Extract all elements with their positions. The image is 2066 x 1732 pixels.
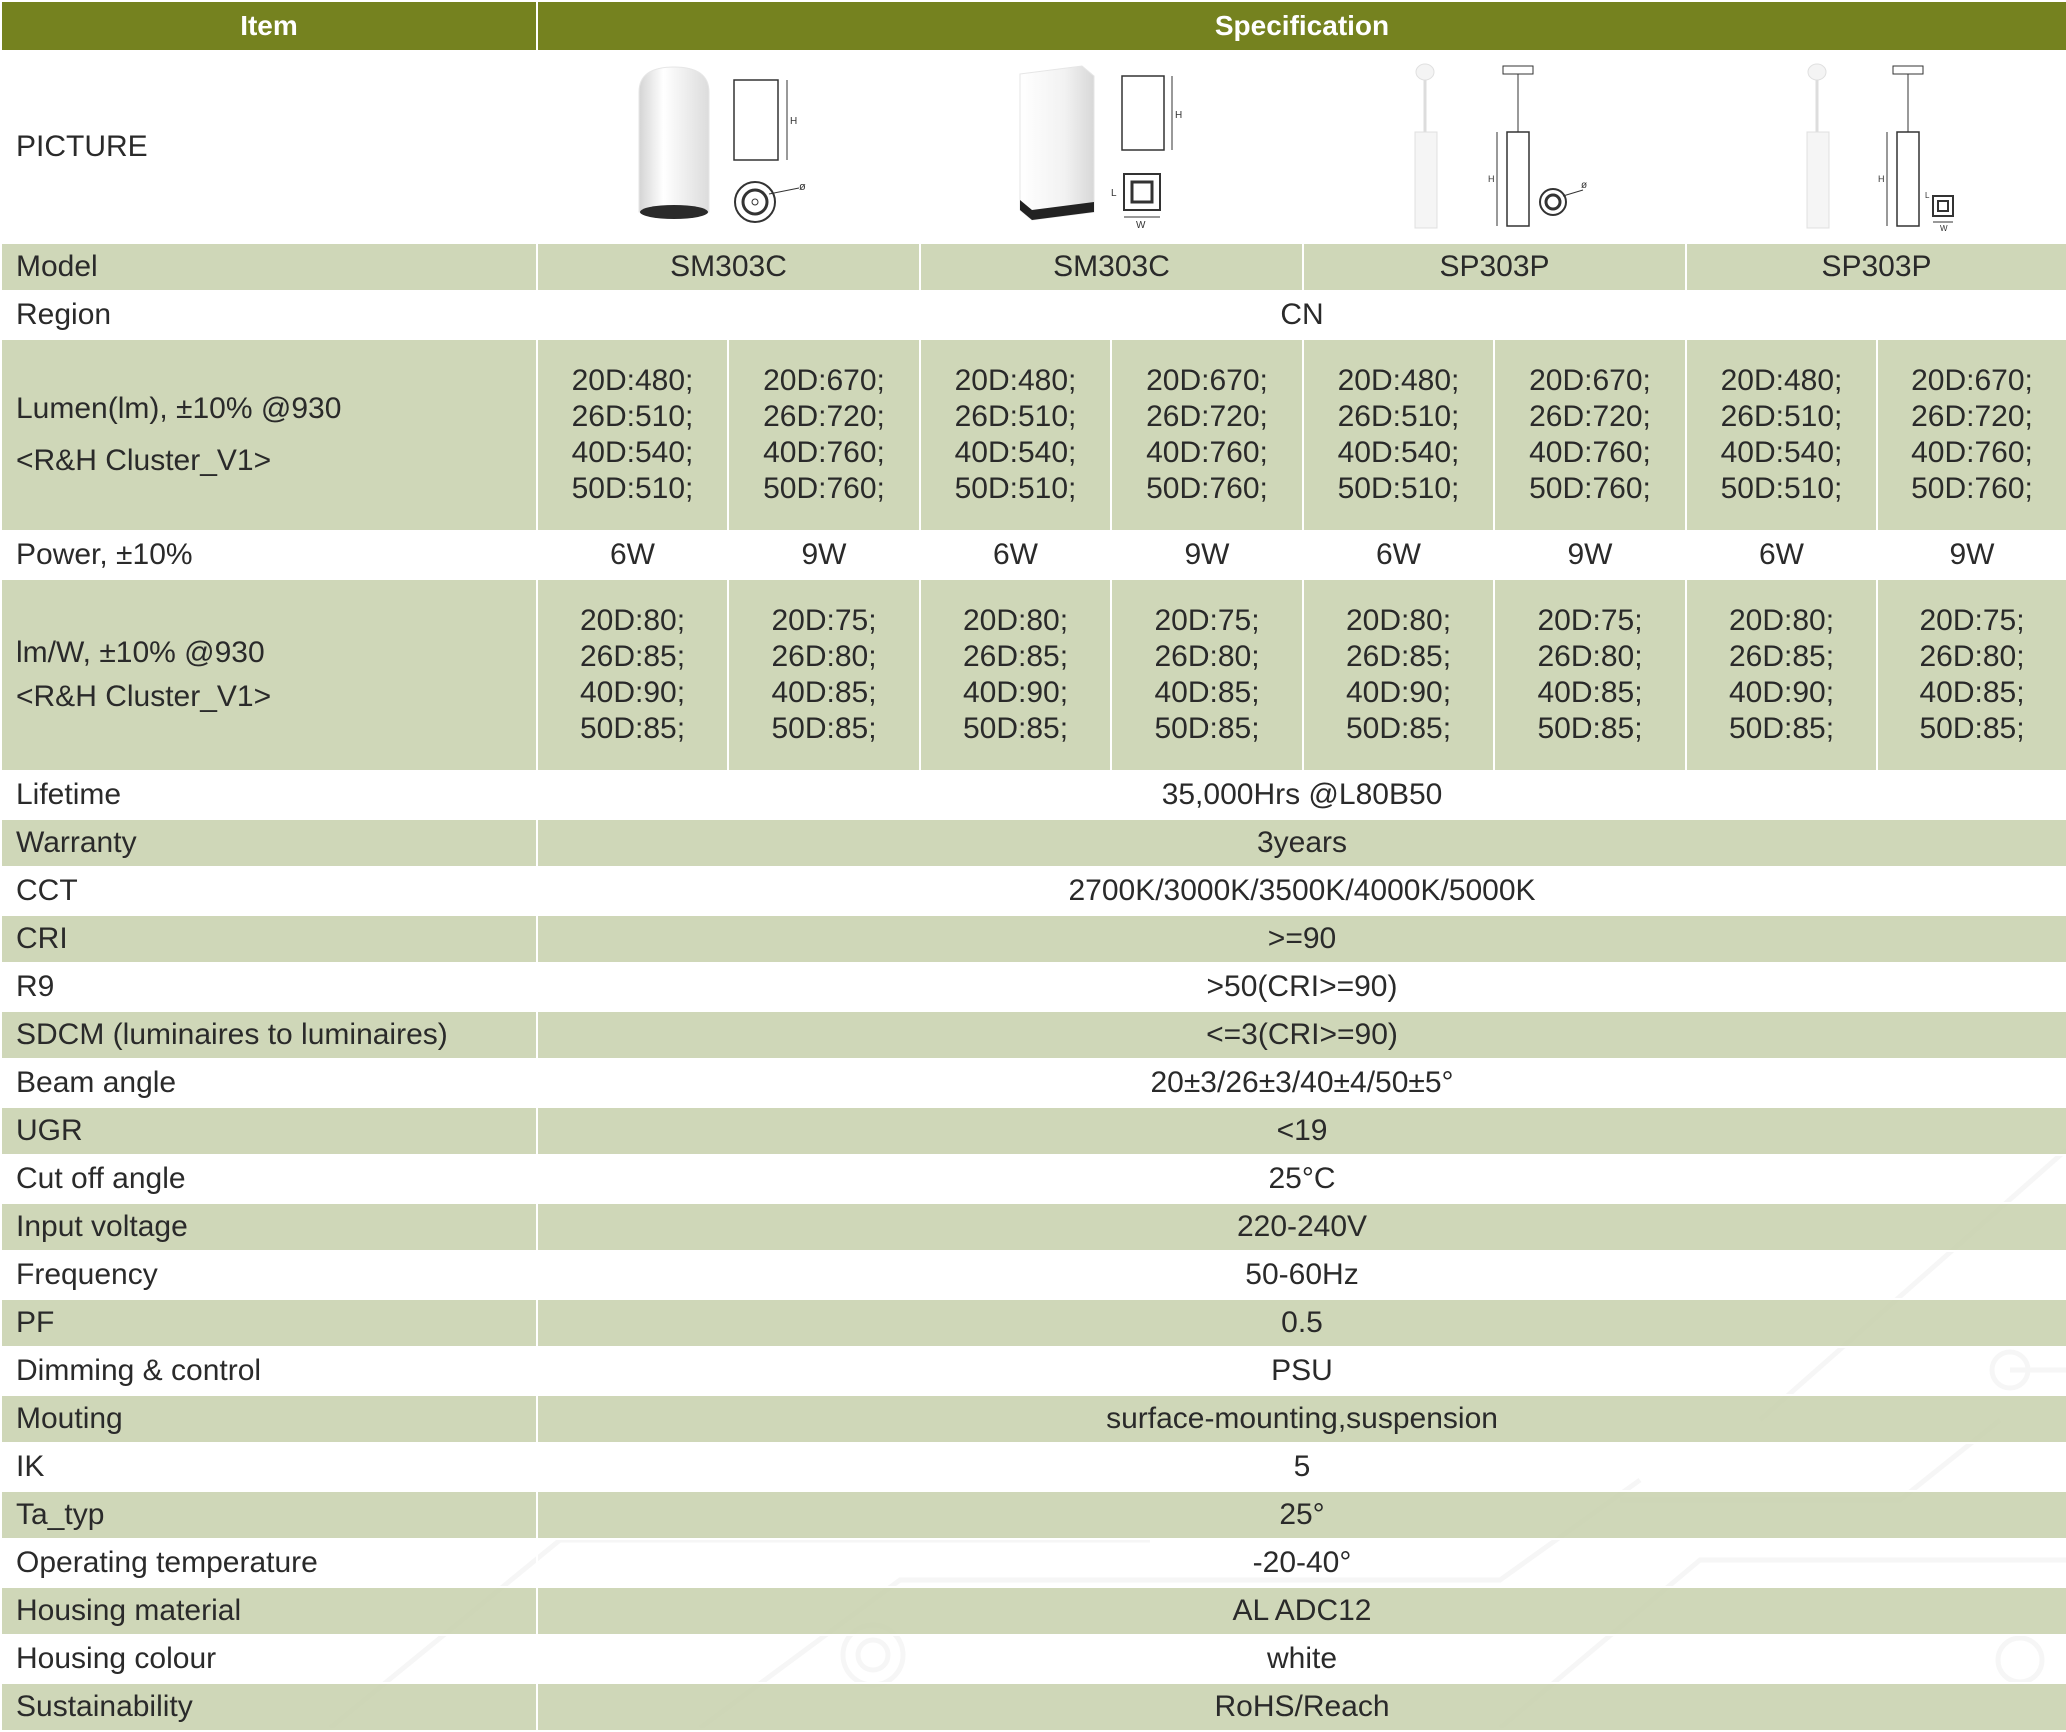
row-model bbox=[1, 243, 2066, 291]
lumen-label-line: <R&H Cluster_V1> bbox=[16, 444, 272, 477]
efficacy-cell: 20D:75; 26D:80; 40D:85; 50D:85; bbox=[1494, 579, 1686, 771]
svg-text:L: L bbox=[1924, 191, 1929, 200]
efficacy-label-line: <R&H Cluster_V1> bbox=[16, 680, 272, 713]
ik-label: IK bbox=[1, 1443, 537, 1491]
efficacy-cell: 20D:80; 26D:85; 40D:90; 50D:85; bbox=[537, 579, 728, 771]
lumen-cell: 20D:480; 26D:510; 40D:540; 50D:510; bbox=[920, 339, 1111, 531]
row-ta-typ bbox=[1, 1491, 2066, 1539]
lifetime-label: Lifetime bbox=[1, 771, 537, 819]
row-mounting bbox=[1, 1395, 2066, 1443]
r9-value: >50(CRI>=90) bbox=[537, 963, 2066, 1011]
row-dimming-control bbox=[1, 1347, 2066, 1395]
row-ugr bbox=[1, 1107, 2066, 1155]
row-operating-temperature bbox=[1, 1539, 2066, 1587]
picture-label: PICTURE bbox=[1, 51, 537, 243]
row-efficacy bbox=[1, 579, 2066, 771]
svg-text:ø: ø bbox=[798, 181, 806, 193]
lumen-cell: 20D:480; 26D:510; 40D:540; 50D:510; bbox=[1303, 339, 1494, 531]
svg-text:W: W bbox=[1939, 224, 1948, 232]
efficacy-cell: 20D:80; 26D:85; 40D:90; 50D:85; bbox=[920, 579, 1111, 771]
square-surface-downlight-icon bbox=[1012, 62, 1212, 232]
row-ik bbox=[1, 1443, 2066, 1491]
row-lumen bbox=[1, 339, 2066, 531]
efficacy-cell: 20D:75; 26D:80; 40D:85; 50D:85; bbox=[1877, 579, 2066, 771]
cut-off-angle-label: Cut off angle bbox=[1, 1155, 537, 1203]
svg-text:H: H bbox=[1487, 174, 1494, 184]
housing-material-value: AL ADC12 bbox=[537, 1587, 2066, 1635]
lumen-cell: 20D:670; 26D:720; 40D:760; 50D:760; bbox=[1877, 339, 2066, 531]
sdcm-value: <=3(CRI>=90) bbox=[537, 1011, 2066, 1059]
row-cct bbox=[1, 867, 2066, 915]
frequency-value: 50-60Hz bbox=[537, 1251, 2066, 1299]
efficacy-label bbox=[1, 579, 537, 771]
mounting-label: Mouting bbox=[1, 1395, 537, 1443]
model-value: SM303C bbox=[920, 243, 1303, 291]
picture-sm303c-round bbox=[537, 51, 920, 243]
housing-colour-label: Housing colour bbox=[1, 1635, 537, 1683]
power-value: 9W bbox=[1494, 531, 1686, 579]
row-r9 bbox=[1, 963, 2066, 1011]
efficacy-cell: 20D:75; 26D:80; 40D:85; 50D:85; bbox=[728, 579, 920, 771]
efficacy-label-line: lm/W, ±10% @930 bbox=[16, 636, 265, 669]
warranty-label: Warranty bbox=[1, 819, 537, 867]
row-cut-off-angle bbox=[1, 1155, 2066, 1203]
model-value: SM303C bbox=[537, 243, 920, 291]
row-beam-angle bbox=[1, 1059, 2066, 1107]
lumen-cell: 20D:480; 26D:510; 40D:540; 50D:510; bbox=[537, 339, 728, 531]
model-value: SP303P bbox=[1686, 243, 2066, 291]
row-pf bbox=[1, 1299, 2066, 1347]
row-power bbox=[1, 531, 2066, 579]
row-sustainability bbox=[1, 1683, 2066, 1731]
power-value: 6W bbox=[1686, 531, 1877, 579]
frequency-label: Frequency bbox=[1, 1251, 537, 1299]
row-frequency bbox=[1, 1251, 2066, 1299]
lumen-cell: 20D:480; 26D:510; 40D:540; 50D:510; bbox=[1686, 339, 1877, 531]
warranty-value: 3years bbox=[537, 819, 2066, 867]
operating-temperature-value: -20-40° bbox=[537, 1539, 2066, 1587]
square-pendant-light-icon bbox=[1777, 62, 1977, 232]
row-housing-material bbox=[1, 1587, 2066, 1635]
pf-value: 0.5 bbox=[537, 1299, 2066, 1347]
row-input-voltage bbox=[1, 1203, 2066, 1251]
input-voltage-value: 220-240V bbox=[537, 1203, 2066, 1251]
region-value: CN bbox=[537, 291, 2066, 339]
ta-typ-label: Ta_typ bbox=[1, 1491, 537, 1539]
cri-label: CRI bbox=[1, 915, 537, 963]
row-cri bbox=[1, 915, 2066, 963]
model-label: Model bbox=[1, 243, 537, 291]
round-surface-downlight-icon bbox=[629, 62, 829, 232]
ugr-label: UGR bbox=[1, 1107, 537, 1155]
row-region bbox=[1, 291, 2066, 339]
operating-temperature-label: Operating temperature bbox=[1, 1539, 537, 1587]
sdcm-label: SDCM (luminaires to luminaires) bbox=[1, 1011, 537, 1059]
lumen-label-line: Lumen(lm), ±10% @930 bbox=[16, 392, 342, 425]
svg-text:H: H bbox=[1174, 110, 1182, 121]
lumen-cell: 20D:670; 26D:720; 40D:760; 50D:760; bbox=[728, 339, 920, 531]
cut-off-angle-value: 25°C bbox=[537, 1155, 2066, 1203]
pf-label: PF bbox=[1, 1299, 537, 1347]
sustainability-label: Sustainability bbox=[1, 1683, 537, 1731]
efficacy-cell: 20D:80; 26D:85; 40D:90; 50D:85; bbox=[1686, 579, 1877, 771]
housing-colour-value: white bbox=[537, 1635, 2066, 1683]
picture-sp303p-square bbox=[1686, 51, 2066, 243]
power-value: 9W bbox=[1111, 531, 1303, 579]
ugr-value: <19 bbox=[537, 1107, 2066, 1155]
mounting-value: surface-mounting,suspension bbox=[537, 1395, 2066, 1443]
lumen-cell: 20D:670; 26D:720; 40D:760; 50D:760; bbox=[1111, 339, 1303, 531]
header-item: Item bbox=[1, 1, 537, 51]
cct-value: 2700K/3000K/3500K/4000K/5000K bbox=[537, 867, 2066, 915]
svg-text:ø: ø bbox=[1580, 180, 1587, 191]
power-value: 6W bbox=[537, 531, 728, 579]
model-value: SP303P bbox=[1303, 243, 1686, 291]
row-housing-colour bbox=[1, 1635, 2066, 1683]
power-label: Power, ±10% bbox=[1, 531, 537, 579]
row-warranty bbox=[1, 819, 2066, 867]
ta-typ-value: 25° bbox=[537, 1491, 2066, 1539]
lumen-label bbox=[1, 339, 537, 531]
dimming-control-value: PSU bbox=[537, 1347, 2066, 1395]
efficacy-cell: 20D:80; 26D:85; 40D:90; 50D:85; bbox=[1303, 579, 1494, 771]
region-label: Region bbox=[1, 291, 537, 339]
picture-sp303p-round bbox=[1303, 51, 1686, 243]
lumen-cell: 20D:670; 26D:720; 40D:760; 50D:760; bbox=[1494, 339, 1686, 531]
cct-label: CCT bbox=[1, 867, 537, 915]
beam-angle-value: 20±3/26±3/40±4/50±5° bbox=[537, 1059, 2066, 1107]
ik-value: 5 bbox=[537, 1443, 2066, 1491]
dimming-control-label: Dimming & control bbox=[1, 1347, 537, 1395]
power-value: 9W bbox=[1877, 531, 2066, 579]
power-value: 6W bbox=[1303, 531, 1494, 579]
beam-angle-label: Beam angle bbox=[1, 1059, 537, 1107]
power-value: 6W bbox=[920, 531, 1111, 579]
row-sdcm bbox=[1, 1011, 2066, 1059]
sustainability-value: RoHS/Reach bbox=[537, 1683, 2066, 1731]
svg-text:L: L bbox=[1110, 188, 1117, 199]
housing-material-label: Housing material bbox=[1, 1587, 537, 1635]
efficacy-cell: 20D:75; 26D:80; 40D:85; 50D:85; bbox=[1111, 579, 1303, 771]
row-lifetime bbox=[1, 771, 2066, 819]
svg-text:W: W bbox=[1135, 220, 1145, 231]
cri-value: >=90 bbox=[537, 915, 2066, 963]
picture-sm303c-square bbox=[920, 51, 1303, 243]
svg-text:H: H bbox=[789, 116, 797, 127]
lifetime-value: 35,000Hrs @L80B50 bbox=[537, 771, 2066, 819]
header-specification: Specification bbox=[537, 1, 2066, 51]
power-value: 9W bbox=[728, 531, 920, 579]
svg-text:H: H bbox=[1877, 174, 1884, 184]
r9-label: R9 bbox=[1, 963, 537, 1011]
round-pendant-light-icon bbox=[1395, 62, 1595, 232]
input-voltage-label: Input voltage bbox=[1, 1203, 537, 1251]
